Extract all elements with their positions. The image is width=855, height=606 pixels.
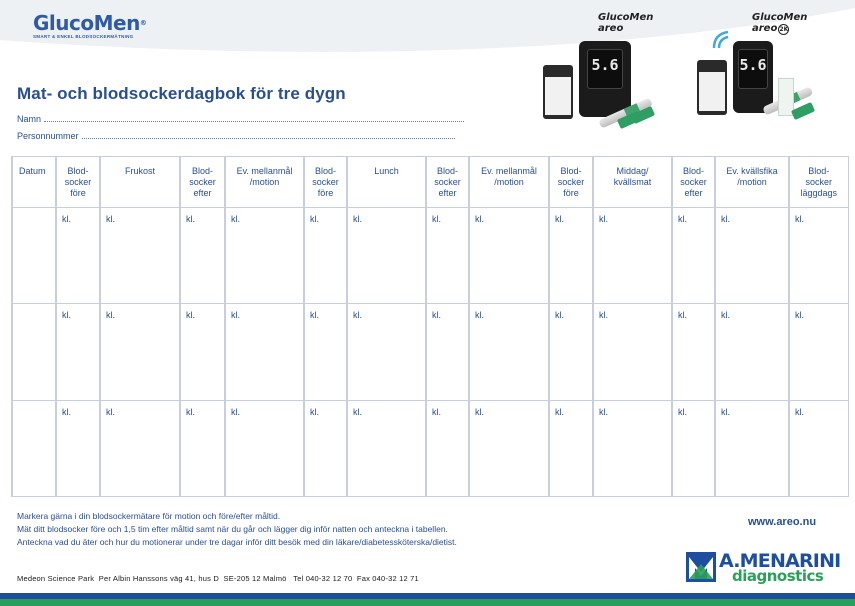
time-cell[interactable] — [225, 304, 304, 400]
time-label: kl. — [678, 214, 687, 224]
time-label: kl. — [555, 406, 564, 417]
column-header-label: Ev. mellanmål /motion — [236, 166, 293, 187]
column-header-label: Blod- socker efter — [680, 166, 707, 198]
column-header-datum — [12, 157, 56, 208]
time-cell[interactable] — [180, 400, 225, 496]
column-header-label: Lunch — [374, 166, 399, 176]
column-header — [789, 157, 848, 208]
time-cell[interactable] — [789, 208, 848, 304]
instructions — [17, 510, 457, 549]
time-cell[interactable] — [347, 400, 426, 496]
time-label: kl. — [353, 310, 362, 321]
column-header — [225, 157, 304, 208]
time-cell[interactable] — [347, 304, 426, 400]
column-header — [100, 157, 180, 208]
time-cell[interactable] — [426, 400, 469, 496]
test-strip-vial — [543, 65, 573, 119]
time-cell[interactable] — [225, 208, 304, 304]
menarini-name: A.MENARINI — [719, 550, 841, 572]
time-cell[interactable] — [347, 208, 426, 304]
time-label: kl. — [599, 214, 608, 224]
time-cell[interactable] — [180, 304, 225, 400]
registered-mark: ® — [139, 19, 147, 27]
column-header-label: Blod- socker före — [557, 166, 585, 198]
time-label: kl. — [310, 214, 319, 224]
time-label: kl. — [62, 406, 71, 417]
time-cell[interactable] — [469, 304, 549, 400]
time-label: kl. — [475, 214, 484, 224]
diary-table — [11, 156, 849, 497]
time-label: kl. — [555, 214, 564, 224]
menarini-sub: diagnostics — [732, 567, 824, 585]
column-header-label: Blod- socker efter — [189, 166, 216, 198]
time-label: kl. — [231, 406, 240, 417]
column-header-label: Ev. kvällsfika /motion — [726, 166, 778, 187]
date-cell[interactable] — [12, 400, 56, 496]
instruction-line: Markera gärna i din blodsockermätare för motion och före/efter måltid. — [17, 511, 281, 521]
time-cell[interactable] — [469, 400, 549, 496]
instruction-line: Mät ditt blodsocker före och 1,5 tim efter måltid samt när du går och lägger dig inför natten och anteckna i tabellen. — [17, 524, 448, 534]
time-cell[interactable] — [593, 400, 672, 496]
time-label: kl. — [432, 310, 441, 321]
time-cell[interactable] — [304, 208, 347, 304]
time-label: kl. — [432, 406, 441, 417]
column-header-label: Blod- socker före — [64, 166, 92, 198]
time-cell[interactable] — [789, 400, 848, 496]
time-label: kl. — [432, 214, 441, 224]
time-label: kl. — [599, 310, 608, 321]
column-header-label: Blod- socker efter — [434, 166, 461, 198]
time-label: kl. — [106, 310, 115, 321]
product-label-areo: GlucoMen areo — [598, 12, 654, 34]
test-strip-vial — [697, 60, 727, 115]
column-header — [469, 157, 549, 208]
time-label: kl. — [721, 310, 730, 321]
time-cell[interactable] — [672, 208, 715, 304]
time-cell[interactable] — [469, 208, 549, 304]
time-cell[interactable] — [56, 400, 100, 496]
meter-reading: 5.6 — [587, 49, 623, 89]
time-label: kl. — [475, 310, 484, 321]
column-header-label: Frukost — [124, 166, 155, 176]
name-line[interactable] — [44, 121, 464, 122]
lancets — [791, 102, 815, 120]
pnr-label: Personnummer — [17, 131, 79, 141]
glucose-meter — [579, 41, 631, 117]
time-cell[interactable] — [789, 304, 848, 400]
time-label: kl. — [231, 310, 240, 321]
time-cell[interactable] — [715, 304, 789, 400]
time-cell[interactable] — [304, 400, 347, 496]
time-label: kl. — [678, 310, 687, 321]
table-row — [12, 400, 848, 496]
time-cell[interactable] — [56, 304, 100, 400]
time-cell[interactable] — [715, 400, 789, 496]
date-cell[interactable] — [12, 304, 56, 400]
time-cell[interactable] — [593, 208, 672, 304]
table-row — [12, 208, 848, 304]
time-label: kl. — [795, 406, 804, 417]
time-label: kl. — [353, 214, 362, 224]
time-cell[interactable] — [100, 208, 180, 304]
meter-reading: 5.6 — [738, 49, 768, 89]
brand-name: GlucoMen — [33, 11, 140, 35]
column-header — [672, 157, 715, 208]
time-label: kl. — [678, 406, 687, 417]
time-label: kl. — [721, 406, 730, 417]
time-cell[interactable] — [593, 304, 672, 400]
time-cell[interactable] — [180, 208, 225, 304]
time-label: kl. — [353, 406, 362, 417]
time-cell[interactable] — [225, 400, 304, 496]
company-address: Medeon Science Park Per Albin Hanssons väg 41, hus D SE-205 12 Malmö Tel 040-32 12 70 Fax 040-32 12 71 — [17, 574, 419, 583]
instruction-line: Anteckna vad du äter och hur du motionerar under tre dagar inför ditt besök med din läkare/diabetessköterska/dietist. — [17, 537, 457, 547]
badge-2k: 2K — [779, 26, 789, 33]
time-label: kl. — [186, 406, 195, 417]
time-cell[interactable] — [100, 400, 180, 496]
time-label: kl. — [555, 310, 564, 321]
column-header — [347, 157, 426, 208]
column-header — [304, 157, 347, 208]
website-link[interactable]: www.areo.nu — [748, 516, 817, 528]
column-header-label: Blod- socker läggdags — [800, 166, 838, 198]
table-header-row — [12, 157, 848, 208]
column-header — [549, 157, 593, 208]
glucose-meter — [733, 41, 773, 113]
page-title: Mat- och blodsockerdagbok för tre dygn — [17, 84, 346, 103]
time-label: kl. — [721, 214, 730, 224]
print-code — [845, 95, 850, 96]
pnr-field — [17, 131, 455, 141]
menarini-mark-icon — [686, 552, 716, 582]
column-header-label: Blod- socker före — [312, 166, 339, 198]
name-label: Namn — [17, 114, 42, 124]
footer-bar-green — [0, 599, 855, 606]
time-label: kl. — [231, 214, 240, 224]
time-cell[interactable] — [672, 400, 715, 496]
product-label-areo-2k: GlucoMen areo 2K — [752, 12, 808, 34]
time-label: kl. — [310, 406, 319, 417]
column-header-label: Ev. mellanmål /motion — [481, 166, 537, 187]
column-header — [715, 157, 789, 208]
time-label: kl. — [62, 310, 71, 321]
time-label: kl. — [310, 310, 319, 321]
time-label: kl. — [795, 214, 804, 224]
time-label: kl. — [795, 310, 804, 321]
date-cell[interactable] — [12, 208, 56, 304]
name-field — [17, 114, 464, 124]
time-label: kl. — [186, 310, 195, 321]
time-label: kl. — [475, 406, 484, 417]
time-cell[interactable] — [549, 400, 593, 496]
time-label: kl. — [62, 214, 71, 224]
glucomen-logo — [33, 12, 146, 39]
column-header-label: Middag/ kvällsmat — [613, 166, 652, 187]
column-header — [56, 157, 100, 208]
time-label: kl. — [106, 406, 115, 417]
time-cell[interactable] — [715, 208, 789, 304]
brand-tagline: SMART & ENKEL BLODSOCKERMÄTNING — [33, 34, 134, 39]
pnr-line[interactable] — [82, 138, 455, 139]
time-cell[interactable] — [426, 304, 469, 400]
table-row — [12, 304, 848, 400]
column-header — [180, 157, 225, 208]
time-cell[interactable] — [100, 304, 180, 400]
time-cell[interactable] — [304, 304, 347, 400]
time-cell[interactable] — [56, 208, 100, 304]
column-header — [593, 157, 672, 208]
column-header — [426, 157, 469, 208]
time-label: kl. — [106, 214, 115, 224]
time-cell[interactable] — [672, 304, 715, 400]
time-cell[interactable] — [549, 208, 593, 304]
time-label: kl. — [599, 406, 608, 417]
time-label: kl. — [186, 214, 195, 224]
time-cell[interactable] — [549, 304, 593, 400]
time-cell[interactable] — [426, 208, 469, 304]
column-header-label: Datum — [19, 166, 46, 176]
